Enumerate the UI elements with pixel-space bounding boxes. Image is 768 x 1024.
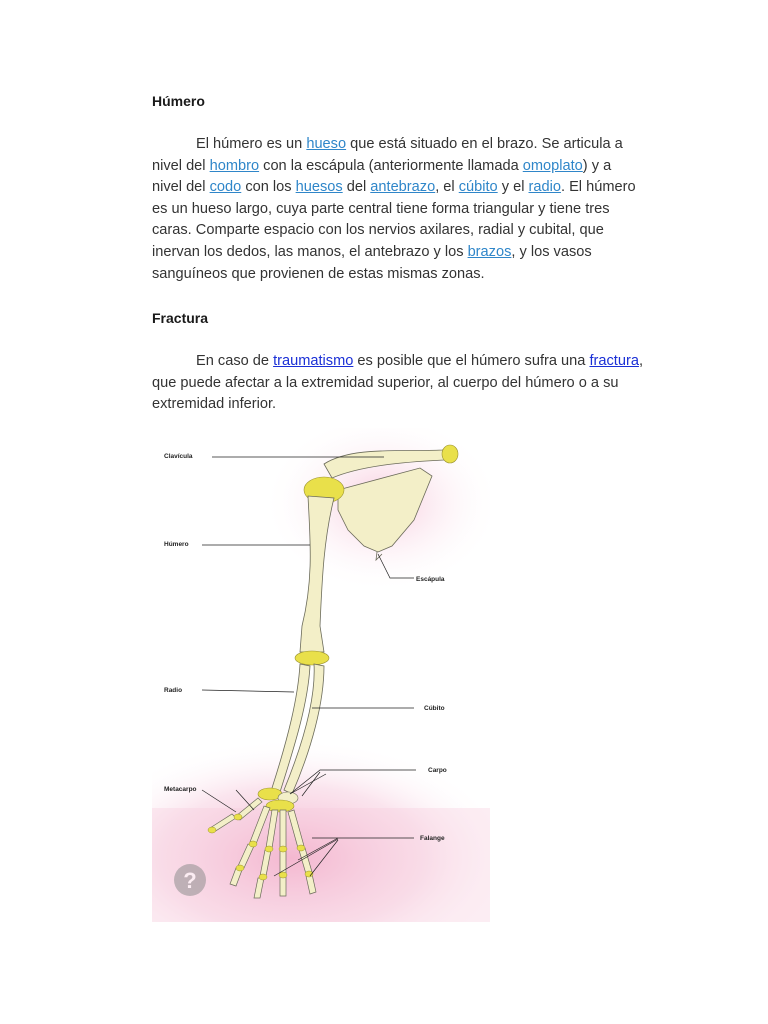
text-line: inervan los dedos, las manos, el antebrazo y los brazos, y los vasos (152, 243, 592, 260)
text-line: nivel del hombro con la escápula (anteriormente llamada omoplato) y a (152, 157, 612, 174)
section-title-fractura: Fractura (152, 310, 209, 326)
link-cúbito[interactable]: cúbito (458, 179, 498, 196)
svg-text:?: ? (183, 868, 197, 893)
text-line: caras. Comparte espacio con los nervios axilares, radial y cubital, que (152, 222, 604, 239)
text-line: es un hueso largo, cuya parte central tiene forma triangular y tiene tres (152, 200, 610, 217)
elbow-joint (295, 651, 329, 665)
link-fractura[interactable]: fractura (589, 353, 639, 369)
text-line: En caso de traumatismo es posible que el húmero sufra una fractura, (196, 353, 644, 369)
label-clavicula: Clavícula (164, 453, 193, 460)
text-line: que puede afectar a la extremidad superior, al cuerpo del húmero o a su (152, 374, 619, 391)
text-line: sanguíneos que provienen de estas mismas zonas. (152, 265, 485, 282)
link-traumatismo[interactable]: traumatismo (273, 353, 354, 369)
label-escapula: Escápula (416, 576, 445, 583)
link-hombro[interactable]: hombro (209, 157, 260, 174)
link-huesos[interactable]: huesos (295, 179, 343, 196)
link-antebrazo[interactable]: antebrazo (370, 179, 436, 196)
paragraph-humero (152, 134, 652, 285)
link-codo[interactable]: codo (209, 179, 242, 196)
label-humero: Húmero (164, 541, 189, 548)
link-omoplato[interactable]: omoplato (522, 157, 583, 174)
label-radio: Radio (164, 687, 183, 694)
arm-skeleton-svg (152, 428, 490, 922)
text-line: nivel del codo con los huesos del antebrazo, el cúbito y el radio. El húmero (152, 179, 636, 196)
section-title-humero: Húmero (152, 93, 205, 109)
link-brazos[interactable]: brazos (467, 243, 512, 260)
text-line: El húmero es un hueso que está situado en el brazo. Se articula a (196, 136, 623, 152)
label-falange: Falange (420, 835, 445, 842)
link-hueso[interactable]: hueso (306, 136, 347, 152)
label-metacarpo: Metacarpo (164, 786, 197, 793)
label-cubito: Cúbito (424, 705, 445, 712)
arm-skeleton-illustration (152, 428, 490, 922)
question-icon (174, 864, 206, 896)
text-line: extremidad inferior. (152, 396, 277, 413)
paragraph-fractura (152, 351, 652, 416)
link-radio[interactable]: radio (528, 179, 561, 196)
label-carpo: Carpo (428, 767, 447, 774)
